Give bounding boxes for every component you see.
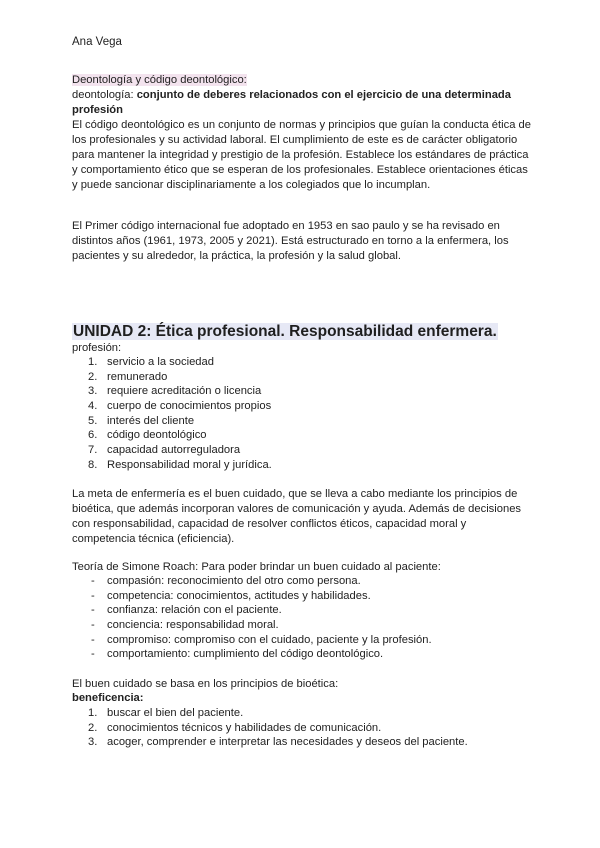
deontology-paragraph: El código deontológico es un conjunto de normas y principios que guían la conducta ética de los profesionales y su actividad laboral. El cumplimiento de este es de carácter obligatorio para mantener la integridad y prestigio de la profesión. Establece los estándares de práctica y comportamiento ético que se esperan de los profesionales. Establece orientaciones éticas y puede sancionar disciplinariamente a los colegiados que lo incumplan. — [72, 119, 531, 191]
nursing-goal-paragraph: La meta de enfermería es el buen cuidado, que se lleva a cabo mediante los principios de bioética, que además incorporan valores de comunicación y ayuda. Además de decisiones con responsabilidad, capacidad de resolver conflictos éticos, capacidad moral y competencia técnica (eficiencia). — [72, 488, 522, 545]
list-item: 5. interés del cliente — [88, 414, 195, 427]
list-item: 7. capacidad autorreguladora — [88, 444, 241, 457]
definition-text: conjunto de deberes relacionados con el ejercicio de una determinada profesión — [72, 89, 511, 116]
list-item: - compasión: reconocimiento del otro como persona. — [91, 575, 361, 587]
unit-title-wrap — [72, 322, 532, 343]
list-item: - confianza: relación con el paciente. — [91, 604, 282, 617]
list-item: 8. Responsabilidad moral y jurídica. — [88, 458, 272, 471]
international-code-paragraph: El Primer código internacional fue adoptado en 1953 en sao paulo y se ha revisado en distintos años (1961, 1973, 2005 y 2021). Está estructurado en torno a la enfermera, los pacientes y su alrededor, la práctica, la profesión y la salud global. — [72, 220, 509, 262]
list-item: 4. cuerpo de conocimientos propios — [88, 400, 272, 413]
roach-list — [72, 574, 532, 662]
list-item: 1. buscar el bien del paciente. — [88, 707, 244, 719]
beneficence-list — [72, 706, 532, 750]
list-item: 1. servicio a la sociedad — [88, 356, 214, 368]
definition-term: deontología: — [72, 89, 134, 101]
bioethics-intro: El buen cuidado se basa en los principios de bioética: — [72, 678, 339, 690]
list-item: 6. código deontológico — [88, 429, 207, 442]
list-item: 2. conocimientos técnicos y habilidades de comunicación. — [88, 721, 382, 734]
unit-title: UNIDAD 2: Ética profesional. Responsabilidad enfermera. — [73, 323, 497, 340]
list-item: 2. remunerado — [88, 370, 168, 383]
list-item: - conciencia: responsabilidad moral. — [91, 619, 279, 632]
beneficence-label: beneficencia: — [72, 692, 144, 704]
list-item: - comportamiento: cumplimiento del código deontológico. — [91, 648, 384, 661]
author-name: Ana Vega — [72, 36, 122, 48]
roach-intro: Teoría de Simone Roach: Para poder brindar un buen cuidado al paciente: — [72, 561, 441, 573]
list-item: 3. requiere acreditación o licencia — [88, 385, 262, 398]
list-item: - competencia: conocimientos, actitudes y habilidades. — [91, 589, 371, 602]
profession-label: profesión: — [72, 342, 122, 354]
section-deontology — [72, 73, 532, 193]
list-item: - compromiso: compromiso con el cuidado, paciente y la profesión. — [91, 633, 432, 646]
section-heading: Deontología y código deontológico: — [72, 74, 247, 86]
profession-list — [72, 355, 532, 473]
definition-line — [72, 88, 532, 118]
list-item: 3. acoger, comprender e interpretar las necesidades y deseos del paciente. — [88, 736, 468, 749]
